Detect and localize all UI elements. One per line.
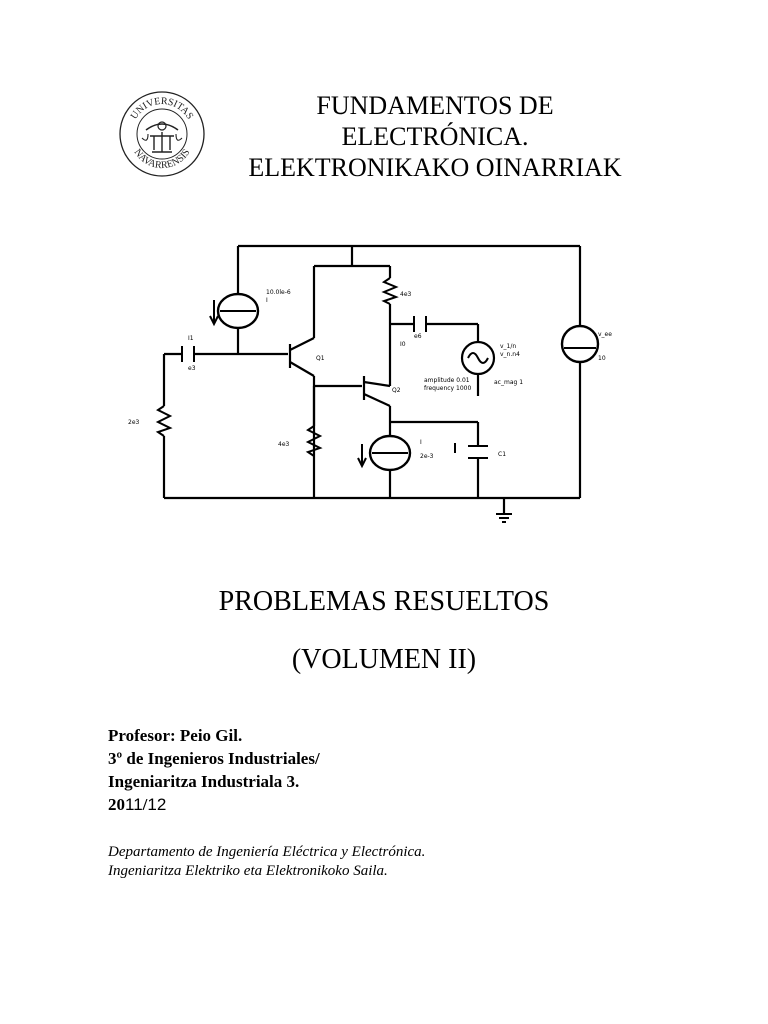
department-es: Departamento de Ingeniería Eléctrica y Electrónica. (108, 844, 426, 860)
label-v-right: v_ee (598, 331, 612, 338)
label-amplitude: amplitude 0.01 (424, 377, 470, 384)
title-line-2: ELECTRÓNICA. (341, 122, 529, 151)
label-v-right-val: 10 (598, 355, 606, 362)
title-line-3: ELEKTRONIKAKO OINARRIAK (248, 153, 622, 182)
professor-line: Profesor: Peio Gil. (108, 726, 243, 745)
course-eu-line: Ingeniaritza Industriala 3. (108, 772, 300, 791)
label-current-source-bottom-val: 2e-3 (420, 453, 434, 460)
department-eu: Ingeniaritza Elektriko eta Elektronikoko Saila. (108, 863, 388, 879)
label-v-source-b: v_n.n4 (500, 351, 520, 358)
circuit-labels (128, 289, 612, 460)
label-frequency: frequency 1000 (424, 385, 472, 392)
university-seal-logo (118, 90, 206, 178)
year-part-c: / (142, 795, 148, 814)
label-current-source-top-b: I (266, 297, 268, 304)
label-r-in: 2e3 (128, 419, 140, 426)
label-r-emitter: 4e3 (278, 441, 290, 448)
label-c-in-val: e3 (188, 365, 196, 372)
document-title (200, 90, 670, 183)
label-current-source-bottom: I (420, 439, 422, 446)
seal-top-text: UNIVERSITAS (128, 95, 196, 122)
year-part-b: 11 (125, 795, 143, 814)
label-cap-bottom: C1 (498, 451, 507, 458)
label-c-in: I1 (188, 335, 194, 342)
department-info (108, 843, 425, 881)
label-ac-mag: ac_mag 1 (494, 379, 524, 386)
course-es-line: 3º de Ingenieros Industriales/ (108, 749, 320, 768)
academic-year (108, 793, 320, 816)
label-c-out-val: e6 (414, 333, 422, 340)
course-info (108, 724, 320, 816)
heading-volume: (VOLUMEN II) (291, 644, 477, 675)
label-v-source-a: v_1/n (500, 343, 517, 350)
label-current-source-top: 10.0le-6 (266, 289, 291, 296)
label-q1: Q1 (316, 355, 325, 362)
year-part-d: 12 (147, 795, 167, 814)
seal-bottom-text: NAVARRENSIS (131, 147, 193, 172)
label-q2: Q2 (392, 387, 401, 394)
title-line-1: FUNDAMENTOS DE (316, 91, 554, 120)
label-c-out: I0 (400, 341, 406, 348)
heading-problems: PROBLEMAS RESUELTOS (218, 586, 550, 617)
label-r-collector: 4e3 (400, 291, 412, 298)
circuit-schematic (118, 236, 618, 526)
year-part-a: 20 (108, 795, 125, 814)
